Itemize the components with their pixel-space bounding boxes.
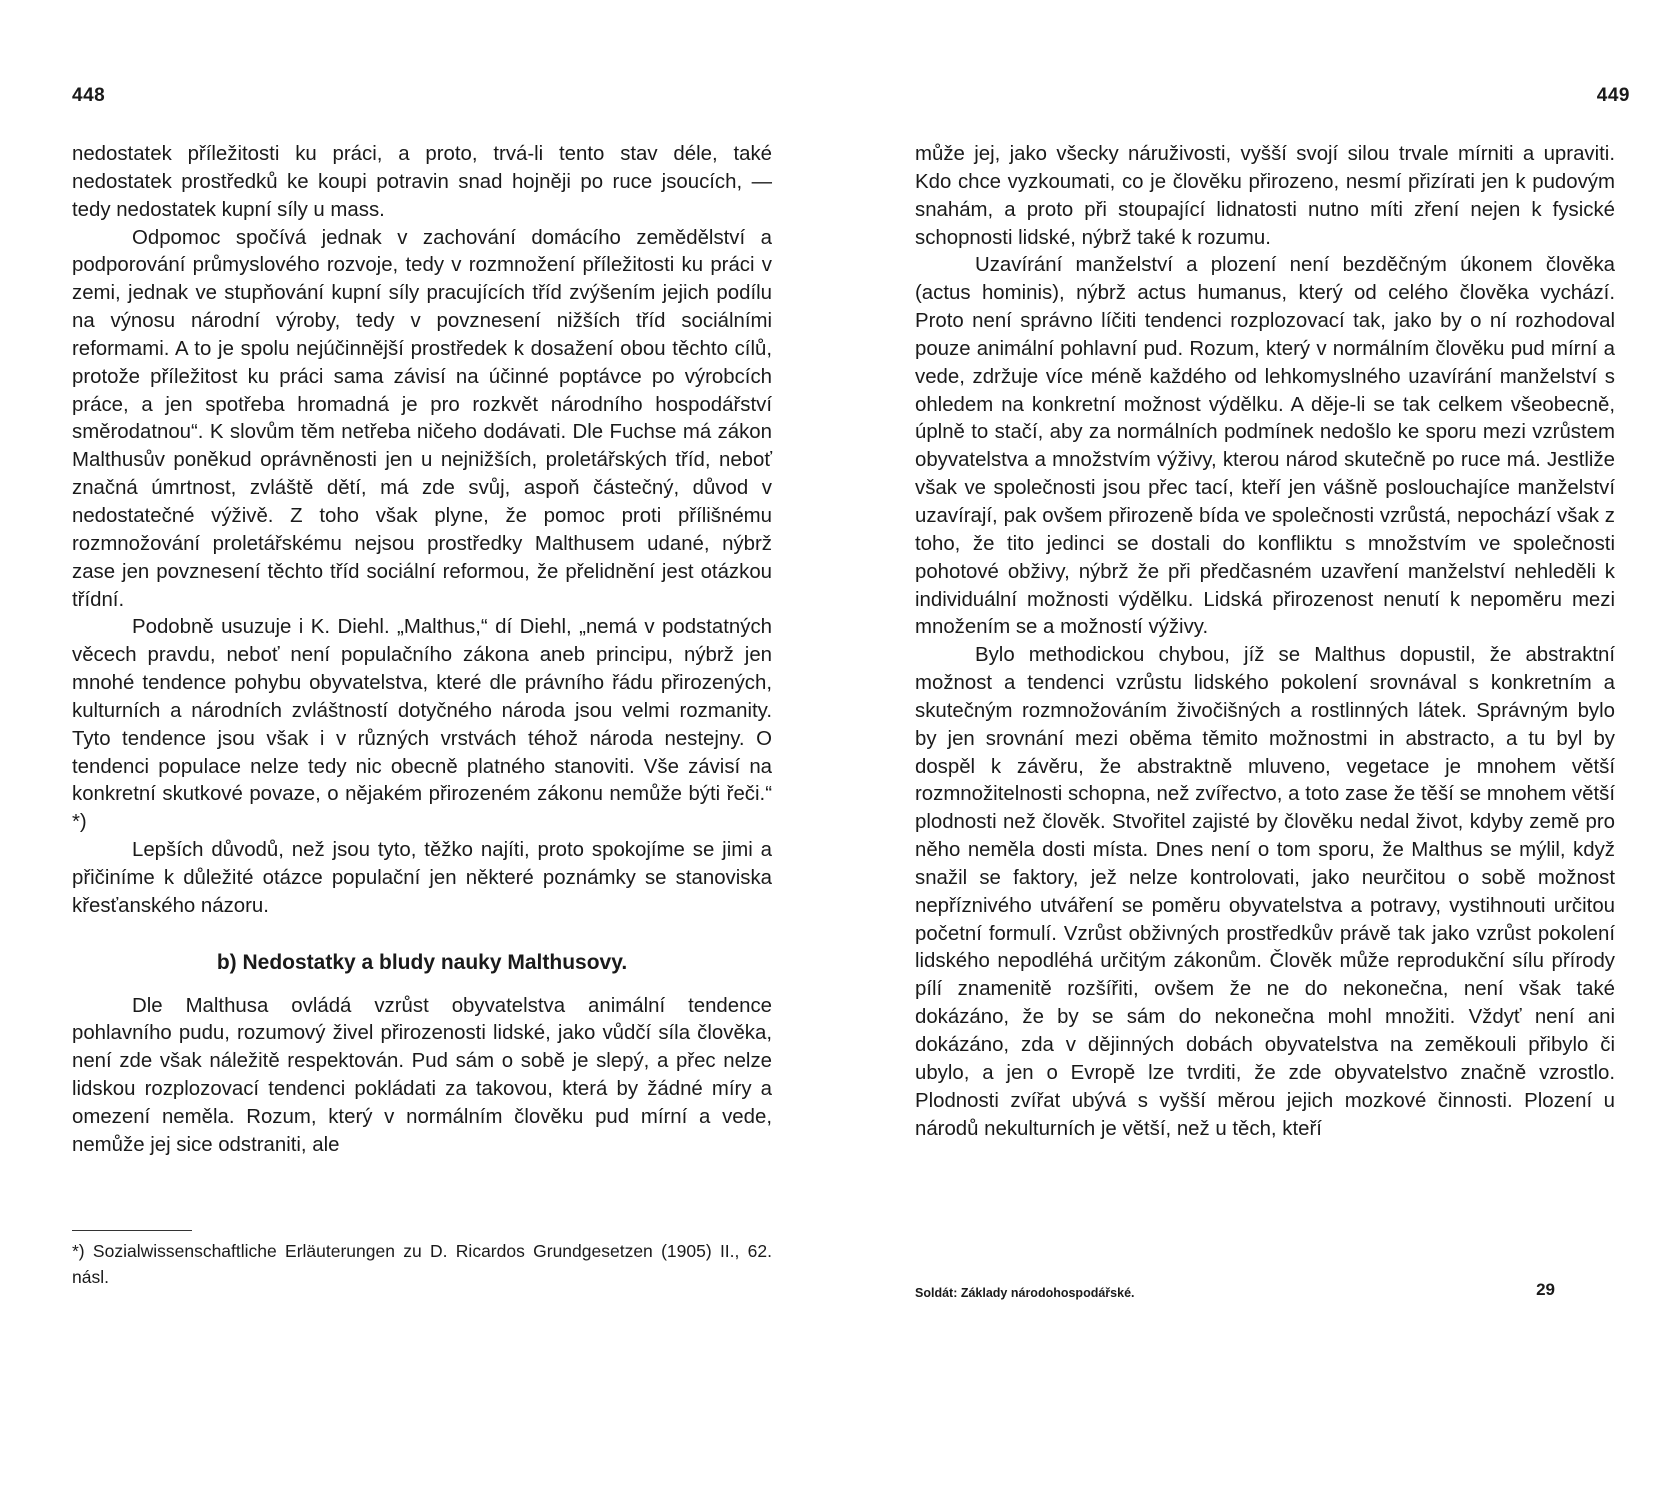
paragraph: Odpomoc spočívá jednak v zachování domácího zemědělství a podporování průmyslového rozvoje, tedy v rozmnožení příležitosti ku práci v zemi, jednak ve stupňování kupní síly pracujících tříd zvýšením jejich podílu na výnosu národní výroby, tedy v povznesení nižších tříd sociálními reformami. A to je spolu nejúčinnější prostředek k dosažení obou těchto cílů, protože příležitost ku práci sama závisí na účinné poptávce po výrobcích práce, a jen spotřeba hromadná je pro rozkvět národního hospodářství směrodatnou“. K slovům těm netřeba ničeho dodávati. Dle Fuchse má zákon Malthusův poněkud oprávněnosti jen u nejnižších, proletářských tříd, neboť značná úmrtnost, zvláště dětí, má zde svůj, aspoň částečný, důvod v nedostatečné výživě. Z toho však plyne, že pomoc proti přílišnému rozmnožování proletářskému nejsou prostředky Malthusem udané, nýbrž zase jen povznesení těchto tříd sociální reformou, že přelidnění jest otázkou třídní. — [72, 226, 772, 611]
left-page-body — [72, 141, 772, 1160]
printer-signature — [915, 1280, 1555, 1300]
paragraph: může jej, jako všecky náruživosti, vyšší svojí silou trvale mírniti a upraviti. Kdo chce vyzkoumati, co je člověku přirozeno, nesmí přizírati jen k pudovým snahám, a proto při stoupající lidnatosti nutno míti zření nejen k fysické schopnosti lidské, nýbrž také k rozumu. — [915, 143, 1615, 249]
page-number-right: 449 — [1596, 85, 1630, 106]
paragraph: Uzavírání manželství a plození není bezděčným úkonem člověka (actus hominis), nýbrž actus humanus, který od celého člověka vychází. Proto není správno líčiti tendenci rozplozovací tak, jako by o ní rozhodoval pouze animální pohlavní pud. Rozum, který v normálním člověku pud mírní a vede, zdržuje více méně každého od lehkomyslného uzavírání manželství s ohledem na konkretní možnost výdělku. A děje-li se tak celkem všeobecně, úplně to stačí, aby za normálních podmínek nedošlo ke sporu mezi vzrůstem obyvatelstva a množstvím výživy, kterou národ skutečně po ruce má. Jestliže však ve společnosti jsou přec tací, kteří jen vášně poslouchajíce manželství uzavírají, pak ovšem přirozeně bída ve společnosti vzrůstá, nepochází však z toho, že tito jedinci se dostali do konfliktu s množstvím ve společnosti pohotové obživy, nýbrž že při předčasném uzavření manželství nehleděli k individuální možnosti výdělku. Lidská přirozenost nenutí k nepoměru mezi množením se a možností výživy. — [915, 254, 1615, 639]
paragraph: Podobně usuzuje i K. Diehl. „Malthus,“ dí Diehl, „nemá v podstatných věcech pravdu, neboť není populačního zákona aneb principu, nýbrž jen mnohé tendence pohybu obyvatelstva, které dle právního řádu přirozených, kulturních a národních zvláštností dotyčného národa jsou velmi rozmanity. Tyto tendence jsou však i v různých vrstvách téhož národa nestejny. O tendenci populace nelze tedy nic obecně platného stanoviti. Vše závisí na konkretní skutkové povaze, o nějakém přirozeném zákonu nemůže býti řeči.“ *) — [72, 616, 772, 834]
paragraph: nedostatek příležitosti ku práci, a proto, trvá-li tento stav déle, také nedostatek prostředků ke koupi potravin snad hojněji po ruce jsoucích, — tedy nedostatek kupní síly u mass. — [72, 143, 772, 221]
right-page-body — [915, 141, 1615, 1143]
signature-text: Soldát: Základy národohospodářské. — [915, 1286, 1135, 1300]
footnote-divider — [72, 1230, 192, 1231]
sheet-number: 29 — [1536, 1280, 1555, 1299]
paragraph: Lepších důvodů, než jsou tyto, těžko najíti, proto spokojíme se jimi a přičiníme k důležité otázce populační jen některé poznámky se stanoviska křesťanského názoru. — [72, 839, 772, 917]
paragraph: Dle Malthusa ovládá vzrůst obyvatelstva animální tendence pohlavního pudu, rozumový živel přirozenosti lidské, jako vůdčí síla člověka, není zde však náležitě respektován. Pud sám o sobě je slepý, a přec nelze lidskou rozplozovací tendenci pokládati za takovou, která by žádné míry a omezení neměla. Rozum, který v normálním člověku pud mírní a vede, nemůže jej sice odstraniti, ale — [72, 994, 772, 1156]
page-number-left: 448 — [72, 85, 106, 106]
footnote: *) Sozialwissenschaftliche Erläuterungen zu D. Ricardos Grundgesetzen (1905) II., 62. násl. — [72, 1241, 772, 1287]
section-heading: b) Nedostatky a bludy nauky Malthusovy. — [216, 950, 628, 974]
paragraph: Bylo methodickou chybou, jíž se Malthus dopustil, že abstraktní možnost a tendenci vzrůstu lidského pokolení srovnával s konkretním a skutečným rozmnožováním živočišných a rostlinných látek. Správným bylo by jen srovnání mezi oběma těmito možnostmi in abstracto, a tu byl by dospěl k závěru, že abstraktně mluveno, vegetace je mnohem větší rozmnožitelnosti schopna, než zvířectvo, a toto zase že těší se mnohem větší plodnosti než člověk. Stvořitel zajisté by člověku nedal život, kdyby země pro něho neměla dosti místa. Dnes není o tom sporu, že Malthus se mýlil, když snažil se faktory, jež nelze kontrolovati, jako neurčitou o sobě možnost nepříznivého utváření se poměru obyvatelstva a potravy, vystihnouti určitou početní formulí. Vzrůst obživných prostředkův právě tak jako vzrůst pokolení lidského nepodléhá určitým zákonům. Člověk může reprodukční sílu přírody pílí znamenitě rozšířiti, ovšem že ne do nekonečna, není však také dokázáno, že by se sám do nekonečna mohl množiti. Vždyť není ani dokázáno, zda v dějinných dobách obyvatelstva na zeměkouli přibylo či ubylo, a jen o Evropě lze tvrditi, že zde obyvatelstvo značně vzrostlo. Plodnosti zvířat ubývá s vyšší měrou jejich mozkové činnosti. Plození u národů nekulturních je větší, než u těch, kteří — [915, 644, 1615, 1140]
